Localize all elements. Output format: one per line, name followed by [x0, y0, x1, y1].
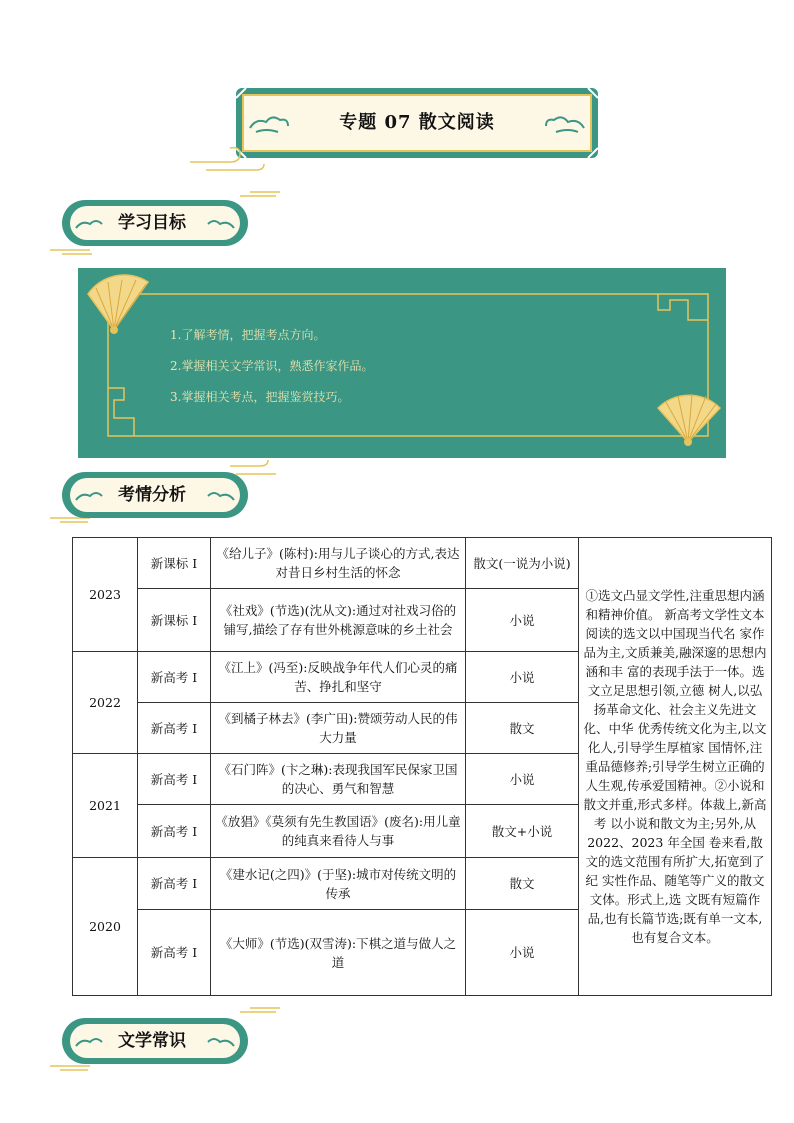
- genre-cell: 小说: [466, 589, 579, 652]
- title-banner: [236, 88, 598, 158]
- source-cell: 新课标 I: [138, 538, 211, 589]
- exam-analysis-table: [72, 537, 772, 996]
- year-cell: 2021: [73, 754, 138, 858]
- section-title-goals: 学习目标: [118, 213, 186, 233]
- source-cell: 新高考 I: [138, 805, 211, 858]
- genre-cell: 散文(一说为小说): [466, 538, 579, 589]
- work-cell: 《社戏》(节选)(沈从文):通过对社戏习俗的铺写,描绘了存有世外桃源意味的乡土社会: [211, 589, 466, 652]
- source-cell: 新高考 I: [138, 858, 211, 910]
- year-cell: 2023: [73, 538, 138, 652]
- section-header-knowledge: [50, 1006, 290, 1078]
- goal-item: 2.掌握相关文学常识，熟悉作家作品。: [170, 359, 374, 373]
- source-cell: 新高考 I: [138, 754, 211, 805]
- goal-list: [170, 326, 650, 419]
- work-cell: 《石门阵》(卞之琳):表现我国军民保家卫国的决心、勇气和智慧: [211, 754, 466, 805]
- source-cell: 新课标 I: [138, 589, 211, 652]
- section-title-analysis: 考情分析: [118, 485, 186, 505]
- year-cell: 2022: [73, 652, 138, 754]
- work-cell: 《江上》(冯至):反映战争年代人们心灵的痛苦、挣扎和坚守: [211, 652, 466, 703]
- goals-panel: [78, 268, 726, 458]
- source-cell: 新高考 I: [138, 703, 211, 754]
- genre-cell: 散文: [466, 703, 579, 754]
- goal-item: 3.掌握相关考点，把握鉴赏技巧。: [170, 390, 350, 404]
- table-row: [73, 538, 772, 589]
- section-header-goals: [50, 188, 290, 260]
- page-title: 专题 07 散文阅读: [339, 112, 495, 133]
- work-cell: 《大师》(节选)(双雪涛):下棋之道与做人之道: [211, 910, 466, 996]
- work-cell: 《放猖》《莫须有先生教国语》(废名):用儿童的纯真来看待人与事: [211, 805, 466, 858]
- analysis-cell: ①选文凸显文学性,注重思想内涵和精神价值。 新高考文学性文本阅读的选文以中国现当代名 家作品为主,文质兼美,融深邃的思想内涵和丰 富的表现手法于一体。选文立足思想引领,立德 树人,以弘扬革命文化、社会主义先进文化、中华 优秀传统文化为主,以文化人,引导学生厚植家 国情怀,注重品德修养;引导学生树立正确的人生观,传承爱国精神。②小说和散文并重,形式多样。体裁上,新高考 以小说和散文为主;另外,从 2022、2023 年全国 卷来看,散文的选文范围有所扩大,拓宽到了纪 实性作品、随笔等广义的散文文体。形式上,选 文既有短篇作品,也有长篇节选;既有单一文本, 也有复合文本。: [579, 538, 772, 996]
- work-cell: 《到橘子林去》(李广田):赞颂劳动人民的伟大力量: [211, 703, 466, 754]
- year-cell: 2020: [73, 858, 138, 996]
- genre-cell: 小说: [466, 652, 579, 703]
- genre-cell: 散文+小说: [466, 805, 579, 858]
- source-cell: 新高考 I: [138, 652, 211, 703]
- work-cell: 《给儿子》(陈村):用与儿子谈心的方式,表达对昔日乡村生活的怀念: [211, 538, 466, 589]
- goal-item: 1.了解考情，把握考点方向。: [170, 328, 326, 342]
- cloud-decoration: [186, 142, 266, 182]
- genre-cell: 小说: [466, 754, 579, 805]
- section-title-knowledge: 文学常识: [118, 1031, 186, 1051]
- genre-cell: 小说: [466, 910, 579, 996]
- section-header-analysis: [50, 460, 290, 532]
- genre-cell: 散文: [466, 858, 579, 910]
- work-cell: 《建水记(之四)》(于坚):城市对传统文明的传承: [211, 858, 466, 910]
- source-cell: 新高考 I: [138, 910, 211, 996]
